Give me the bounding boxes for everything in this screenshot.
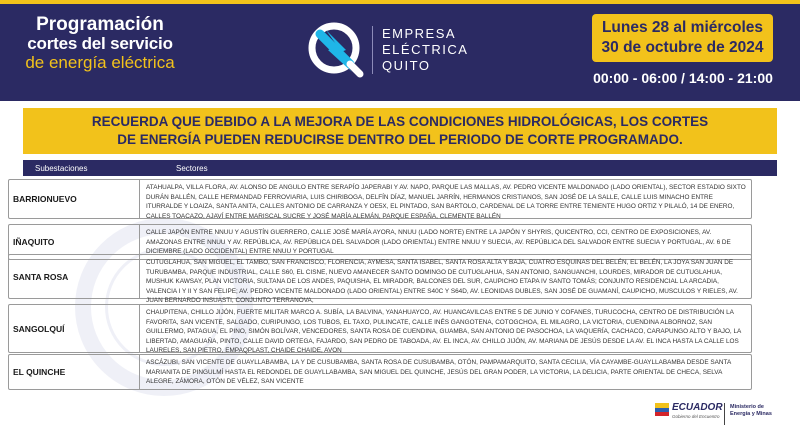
- sector-list: CUTUGLAHUA, SAN MIGUEL, EL TAMBO, SAN FRANCISCO, FLORENCIA, AYMESA, SANTA ISABEL, SANTA ROSA ALTA Y BAJA, CUATRO ESQUINAS DEL BELÉN, EL BELÉN, LA JOYA SAN JUAN DE TURUBAMBA, PARQUE INDUSTRIAL, CALLE S60, EL CISNE, NUEVO AMANECER SANTO DOMINGO DE CUTUGLAHUA, SAN ANTONIO, SANGUANCHI, LOURDES, MIRADOR DE CUTUGLAHUA, MUSHUK KAWSAY, PLAN VICTORIA, SULTANA DE LOS ANDES, PAQUISHA, EL MIRADOR, BALCONES DEL SUR, CAUPICHO ETAPA IV SANTO TOMÁS; CONJUNTO RESIDENCIAL LA ARCADIA, VALENCIA I Y II Y SAN FELIPE; AV. PEDRO VICENTE MALDONADO (LADO ORIENTAL) ENTRE S40C Y S64D, AV. LEONIDAS DUBLES, SAN JOSÉ DE GUAMANÍ, CAUPICHO, MUSCULOS Y RIELES, AV. JUAN BERNARDO INSUASTI, CONJUNTO TERRANOVA,: [146, 259, 738, 305]
- title-line-3: de energía eléctrica: [25, 53, 175, 72]
- sector-list: CALLE JAPÓN ENTRE NNUU Y AGUSTÍN GUERRERO, CALLE JOSÉ MARÍA AYORA, NNUU (LADO NORTE) ENTRE LA JAPÓN Y SHYRIS, QUICENTRO, CCI, CENTRO DE EXPOSICIONES, AV. AMAZONAS ENTRE NNUU Y AV. REPÚBLICA, AV. REPÚBLICA DEL SALVADOR (LADO ORIENTAL) ENTRE NNUU Y SUECIA, AV. REPÚBLICA DEL SALVADOR ENTRE SUECIA Y PORTUGAL, AV. 6 DE DICIEMBRE (LADO OCCIDENTAL) ENTRE NNUU Y PORTUGAL: [146, 229, 731, 256]
- ecuador-tagline: Gobierno del Encuentro: [672, 414, 720, 419]
- logo-separator: [372, 26, 373, 74]
- company-name: [382, 26, 468, 74]
- company-name-line-2: ELÉCTRICA: [382, 42, 469, 57]
- header-banner: [0, 0, 800, 101]
- ecuador-wordmark: ECUADOR: [672, 402, 723, 413]
- title-line-1: Programación: [36, 14, 164, 35]
- footer-separator: [724, 403, 725, 425]
- sector-list: ATAHUALPA, VILLA FLORA, AV. ALONSO DE ANGULO ENTRE SERAPÍO JAPERABI Y AV. NAPO, PARQUE LAS MALLAS, AV. PEDRO VICENTE MALDONADO (LADO ORIENTAL), SECTOR ESTADIO SIXTO DURÁN BALLÉN, CALLE HERMANDAD FERROVIARIA, LUIS CHIRIBOGA, DELFÍN DÍAZ, MANUEL JARRÍN, HERMANOS CRISTIANOS, SAN JOSÉ DE LA SALLE, CALLE LUIS MINACHO ENTRE ITURRALDE Y LOAIZA, SANTA ANITA, CALLES ANTONIO DE CARRANZA Y OE5X, EL PINTADO, SAN BARTOLO, CARDENAL DE LA TORRE ENTRE TENIENTE HUGO ORTIZ Y PILALÓ, 14 DE ENERO, CALLES TOACAZO, AJAVÍ ENTRE MARISCAL SUCRE Y JOSÉ MARÍA ALEMÁN, PARQUE ESPAÑA, CLEMENTE BALLÉN: [146, 184, 746, 220]
- column-divider: [139, 355, 140, 389]
- notice-line-1: RECUERDA QUE DEBIDO A LA MEJORA DE LAS CONDICIONES HIDROLÓGICAS, LOS CORTES: [91, 114, 709, 129]
- table-row: [8, 179, 752, 219]
- date-range-box: [592, 14, 773, 62]
- outage-table: [23, 160, 777, 176]
- substation-name: SANGOLQUÍ: [13, 323, 65, 334]
- table-row: [8, 304, 752, 353]
- table-row: [8, 354, 752, 390]
- substation-name: SANTA ROSA: [13, 271, 69, 282]
- substation-name: BARRIONUEVO: [13, 194, 77, 204]
- table-header: [23, 160, 777, 176]
- ministry-name: [730, 404, 772, 418]
- eeq-logo-icon: [306, 20, 366, 80]
- company-logo: [306, 20, 496, 82]
- substation-name: EL QUINCHE: [13, 367, 66, 377]
- hydrology-notice: [23, 108, 777, 154]
- column-divider: [139, 180, 140, 218]
- sector-list: ASCÁZUBI, SAN VICENTE DE GUAYLLABAMBA, LA Y DE CUSUBAMBA, SANTA ROSA DE CUSUBAMBA, OTÓN, PAMPAMARQUITO, SANTA CECILIA, VÍA CAYAMBE-GUAYLLABAMBA DESDE SANTA MARIANITA DE PINGULMÍ HASTA EL REDONDEL DE GUAYLLABAMBA, SAN MIGUEL DEL QUINCHE, JESÚS DEL GRAN PODER, LA VICTORIA, LA DELICIA, PARTE ORIENTAL DE CHECA, SELVA ALEGRE, ZÁMORA, OTÓN DE VÉLEZ, SAN VICENTE: [146, 359, 731, 386]
- date-line-1: Lunes 28 al miércoles: [601, 19, 764, 36]
- header-substations: Subestaciones: [35, 164, 88, 173]
- company-name-line-1: EMPRESA: [382, 26, 457, 41]
- sector-list: CHAUPITENA, CHILLO JIJÓN, FUERTE MILITAR MARCO A. SUBÍA, LA BALVINA, YANAHUAYCO, AV. HUANCAVILCAS ENTRE 5 DE JUNIO Y COFANES, TURUCOCHA, CENTRO DE DISTRIBUCIÓN LA FAVORITA, SAN VICENTE, SALGADO, CURIPUNGO, LOS TUBOS, EL TAXO, PULINCATE, CALLE INÉS GANGOTENA, COTOGCHOA, EL MILAGRO, LA VICTORIA, CUENDINA ALBORNOZ, SAN GUILLERMO, PATAGUA, EL PINO, SIMÓN BOLÍVAR, VENCEDORES, SANTA ROSA DE CUENDINA, GUAMBA, SAN ANTONIO DE PASOCHOA, LA VAQUERÍA, CACHACO, CARAPUNGO ALTO Y BAJO, LA LIBERTAD, AMAGUAÑA, PINTO, CALLE DAVID ORTEGA, FAJARDO, SAN PEDRO DE TABOADA, AV. EL INCA, AV. CHILLO JIJÓN, AV. MARIANA DE JESÚS DESDE LA AV. EL INCA HASTA LA CALLE LOS LAURELES, SAN PIETRO, EMPAQPLAST, CHAIDE CHAIDE, AVON: [146, 309, 741, 355]
- header-top-stripe: [0, 0, 800, 4]
- date-line-2: 30 de octubre de 2024: [601, 39, 764, 56]
- table-row: [8, 254, 752, 305]
- schedule-title: [0, 15, 200, 72]
- ministry-line-2: Energía y Minas: [730, 411, 772, 417]
- header-sectors: Sectores: [176, 164, 208, 173]
- company-name-line-3: QUITO: [382, 58, 431, 73]
- ministry-line-1: Ministerio de: [730, 404, 764, 410]
- title-line-2: cortes del servicio: [27, 34, 173, 53]
- column-divider: [139, 305, 140, 352]
- outage-hours: 00:00 - 06:00 / 14:00 - 21:00: [593, 70, 773, 86]
- notice-line-2: DE ENERGÍA PUEDEN REDUCIRSE DENTRO DEL PERIODO DE CORTE PROGRAMADO.: [117, 132, 683, 147]
- column-divider: [139, 255, 140, 298]
- substation-name: IÑAQUITO: [13, 237, 55, 247]
